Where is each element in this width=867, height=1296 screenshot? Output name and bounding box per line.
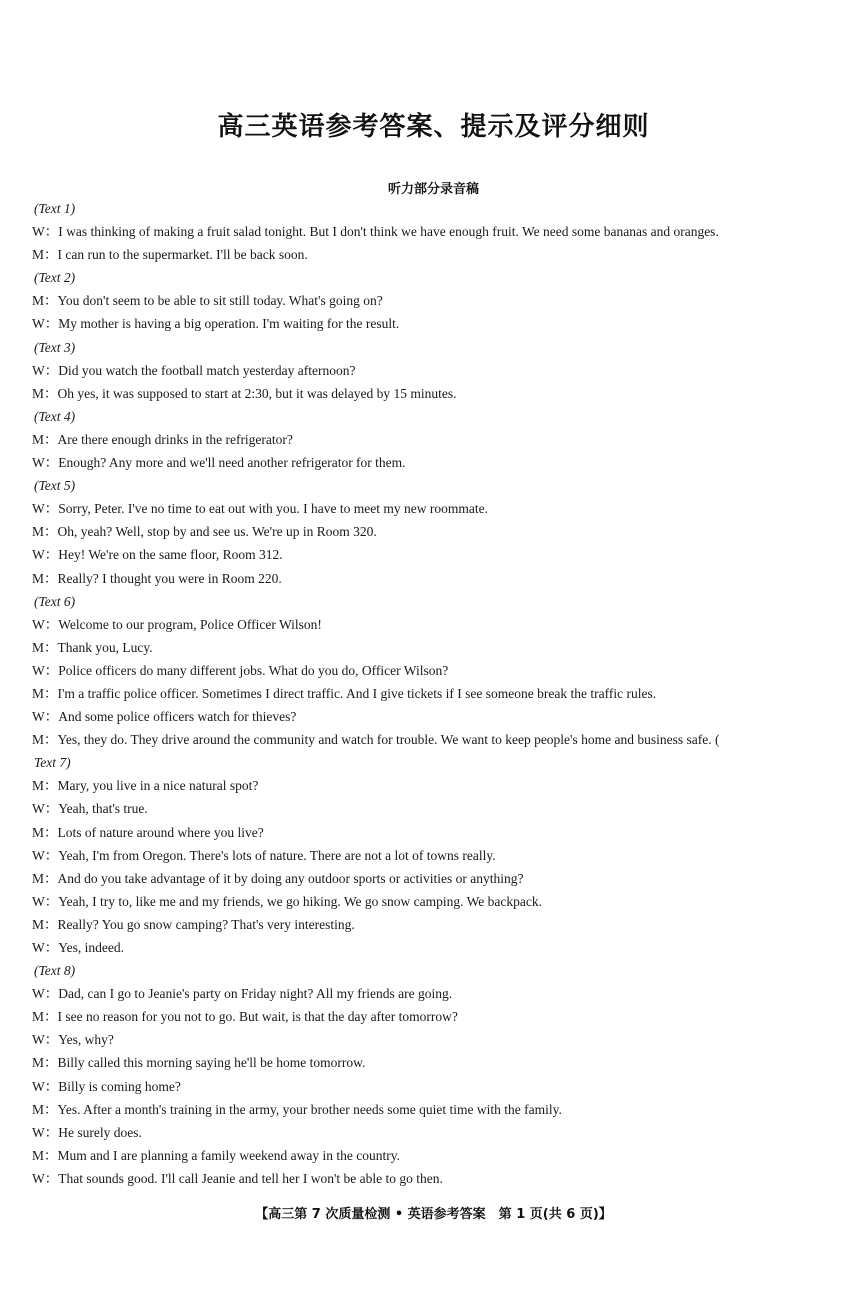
dialog-line: M：And do you take advantage of it by doing any outdoor sports or activities or anything? <box>32 870 524 886</box>
dialog-line: M：Really? You go snow camping? That's very interesting. <box>32 916 355 932</box>
dialog-line: W：Yeah, that's true. <box>32 801 148 817</box>
dialog-line: W：Did you watch the football match yesterday afternoon? <box>32 362 356 378</box>
dialog-line: W：Billy is coming home? <box>32 1078 181 1094</box>
dialog-line: M：Really? I thought you were in Room 220. <box>32 570 282 586</box>
dialog-line: M：Lots of nature around where you live? <box>32 824 264 840</box>
section-heading: 听力部分录音稿 <box>387 182 479 197</box>
text-label: (Text 5) <box>34 478 76 494</box>
dialog-line: W：Yes, why? <box>32 1032 114 1048</box>
dialog-line: M：You don't seem to be able to sit still today. What's going on? <box>32 293 383 309</box>
dialog-line: W：Welcome to our program, Police Officer Wilson! <box>32 616 322 632</box>
dialog-line: W：That sounds good. I'll call Jeanie and tell her I won't be able to go then. <box>32 1170 443 1186</box>
text-label: Text 7) <box>34 755 71 771</box>
dialog-line: W：I was thinking of making a fruit salad tonight. But I don't think we have enough fruit. We need some bananas and oranges. <box>32 224 719 240</box>
dialog-line: M：I'm a traffic police officer. Sometimes I direct traffic. And I give tickets if I see someone break the traffic rules. <box>32 685 657 701</box>
dialog-line: W：Dad, can I go to Jeanie's party on Friday night? All my friends are going. <box>32 986 453 1002</box>
text-label: (Text 3) <box>34 339 76 355</box>
dialog-line: W：Hey! We're on the same floor, Room 312. <box>32 547 283 563</box>
dialog-line: W：My mother is having a big operation. I'm waiting for the result. <box>32 316 400 332</box>
dialog-line: M：I see no reason for you not to go. But wait, is that the day after tomorrow? <box>32 1009 458 1025</box>
dialog-line: M：Billy called this morning saying he'll be home tomorrow. <box>32 1055 366 1071</box>
dialog-line: M：I can run to the supermarket. I'll be back soon. <box>32 247 308 263</box>
dialog-line: W：Yeah, I try to, like me and my friends, we go hiking. We go snow camping. We backpack. <box>32 893 542 909</box>
text-label: (Text 2) <box>34 270 76 286</box>
dialog-line: M：Mum and I are planning a family weekend away in the country. <box>32 1147 401 1163</box>
dialog-line: W：Enough? Any more and we'll need another refrigerator for them. <box>32 455 406 471</box>
dialog-line: W：He surely does. <box>32 1124 142 1140</box>
dialog-line: W：Sorry, Peter. I've no time to eat out with you. I have to meet my new roommate. <box>32 501 488 517</box>
dialog-line: M：Yes, they do. They drive around the community and watch for trouble. We want to keep people's home and business safe. ( <box>32 732 720 748</box>
dialog-line: W：Police officers do many different jobs. What do you do, Officer Wilson? <box>32 662 449 678</box>
dialog-line: M：Yes. After a month's training in the army, your brother needs some quiet time with the family. <box>32 1101 562 1117</box>
dialog-line: W：And some police officers watch for thieves? <box>32 709 297 725</box>
page-title: 高三英语参考答案、提示及评分细则 <box>217 112 650 142</box>
page-footer: 【高三第 7 次质量检测 • 英语参考答案 第 1 页(共 6 页)】 <box>255 1207 612 1222</box>
text-label: (Text 8) <box>34 963 76 979</box>
dialog-line: M：Thank you, Lucy. <box>32 639 153 655</box>
dialog-line: W：Yes, indeed. <box>32 940 124 955</box>
dialog-line: M：Oh yes, it was supposed to start at 2:30, but it was delayed by 15 minutes. <box>32 385 457 401</box>
dialog-line: M：Oh, yeah? Well, stop by and see us. We're up in Room 320. <box>32 524 377 540</box>
transcript-body <box>32 197 832 1190</box>
text-label: (Text 6) <box>34 593 76 609</box>
dialog-line: M：Mary, you live in a nice natural spot? <box>32 778 259 794</box>
text-label: (Text 4) <box>34 408 76 424</box>
text-label: (Text 1) <box>34 201 76 216</box>
dialog-line: W：Yeah, I'm from Oregon. There's lots of nature. There are not a lot of towns really. <box>32 847 496 863</box>
dialog-line: M：Are there enough drinks in the refrigerator? <box>32 431 293 447</box>
